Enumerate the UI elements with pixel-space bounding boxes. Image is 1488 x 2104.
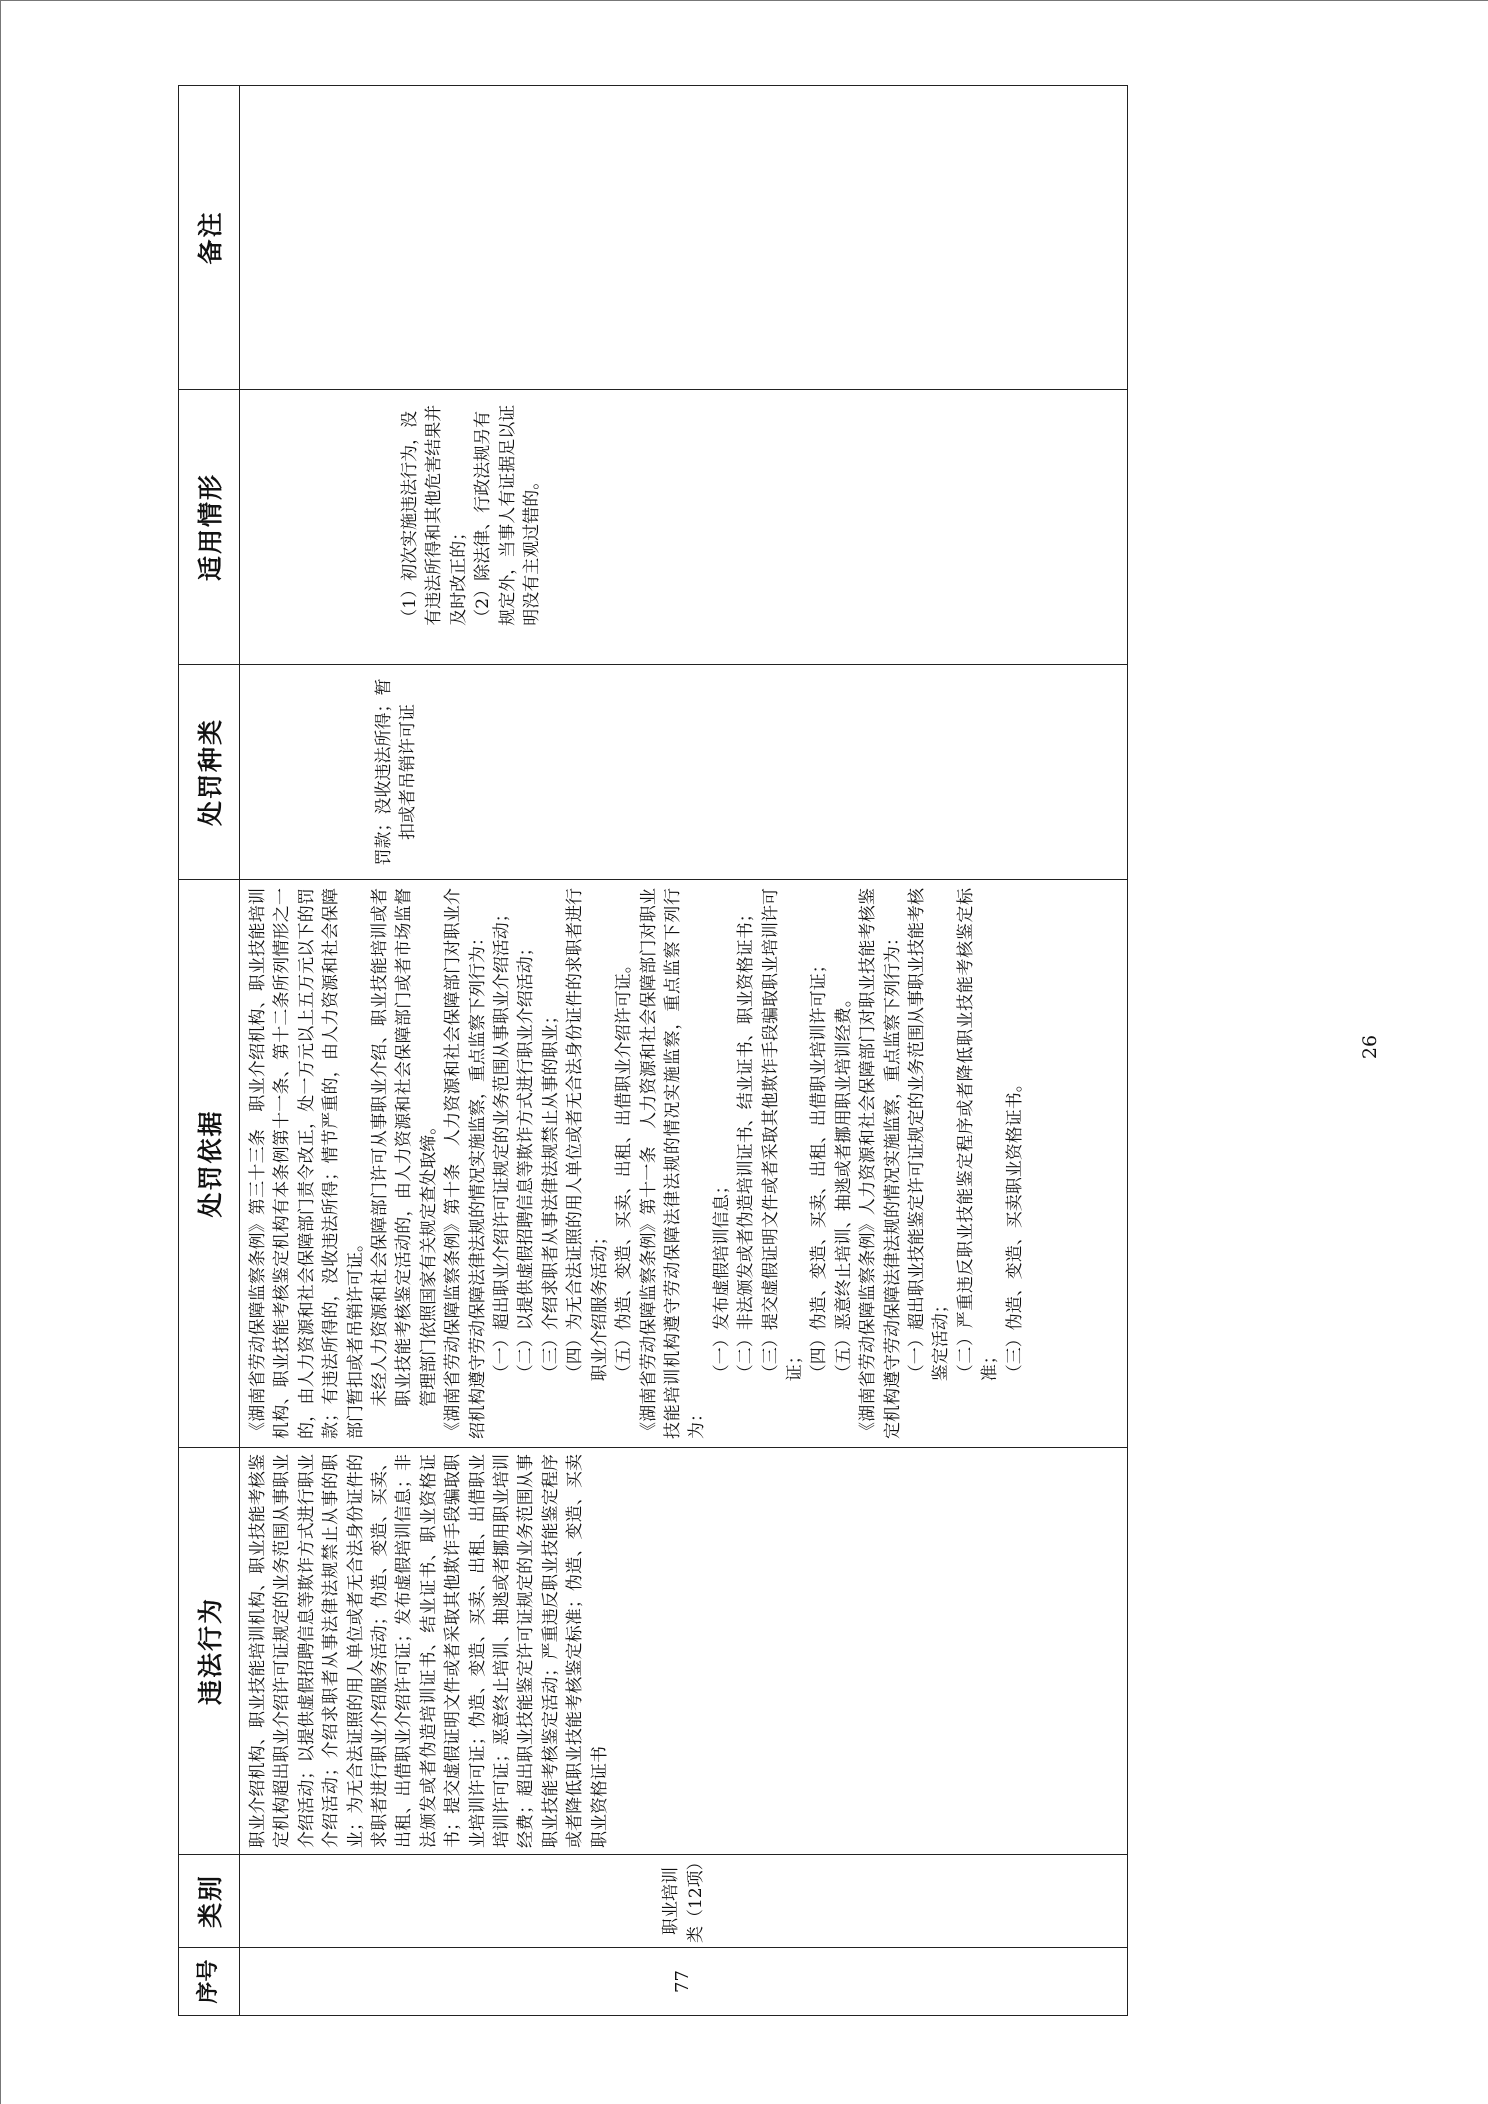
basis-line: （四）伪造、变造、买卖、出租、出借职业培训许可证； xyxy=(809,956,830,1382)
header-basis: 处罚依据 xyxy=(179,880,240,1448)
basis-line: 《湖南省劳动保障监察条例》第十一条 人力资源和社会保障部门对职业技能培训机构遵守劳动保障法律法规的情况实施监察，重点监察下列行为： xyxy=(638,888,708,1439)
category-cell: 职业培训类（12项） xyxy=(240,1855,1128,1948)
basis-line: （一）超出职业介绍许可证规定的业务范围从事职业介绍活动； xyxy=(492,905,513,1382)
basis-line: 未经人力资源和社会保障部门许可从事职业介绍、职业技能培训或者职业技能考核鉴定活动的，由人力资源和社会保障部门或者市场监督管理部门依照国家有关规定查处取缔。 xyxy=(370,888,439,1407)
basis-line: （五）伪造、变造、买卖、出租、出借职业介绍许可证。 xyxy=(614,956,635,1382)
basis-line: （一）发布虚假培训信息； xyxy=(711,1177,732,1382)
rotated-table-container xyxy=(178,86,1128,2016)
page-number: 26 xyxy=(1359,1034,1382,1060)
header-seq: 序号 xyxy=(179,1948,240,2016)
basis-line: （一）超出职业技能鉴定许可证规定的业务范围从事职业技能考核鉴定活动； xyxy=(906,888,952,1382)
basis-cell xyxy=(240,880,1128,1448)
basis-line: （二）非法颁发或者伪造培训证书、结业证书、职业资格证书； xyxy=(736,905,757,1382)
table-row xyxy=(240,86,1128,2016)
basis-line: （二）以提供虚假招聘信息等欺诈方式进行职业介绍活动； xyxy=(516,939,537,1382)
header-violation: 违法行为 xyxy=(179,1448,240,1855)
basis-line: （三）介绍求职者从事法律法规禁止从事的职业； xyxy=(540,1007,561,1382)
header-penalty-type: 处罚种类 xyxy=(179,665,240,880)
basis-line: 《湖南省劳动保障监察条例》人力资源和社会保障部门对职业技能考核鉴定机构遵守劳动保障法律法规的情况实施监察，重点监察下列行为： xyxy=(858,888,903,1439)
header-remarks: 备注 xyxy=(179,86,240,390)
basis-line: （三）提交虚假证明文件或者采取其他欺诈手段骗取职业培训许可证； xyxy=(760,888,805,1382)
page-top-border xyxy=(0,0,1488,1)
header-category: 类别 xyxy=(179,1855,240,1948)
conditions-cell xyxy=(240,390,1128,665)
page-left-border xyxy=(0,0,1,2104)
header-row xyxy=(179,86,240,2016)
header-conditions: 适用情形 xyxy=(179,390,240,665)
remarks-cell xyxy=(240,86,1128,390)
basis-line: （五）恶意终止培训、抽逃或者挪用职业培训经费。 xyxy=(833,990,854,1382)
penalty-type-cell: 罚款；没收违法所得；暂扣或者吊销许可证 xyxy=(240,665,1128,880)
basis-line: （四）为无合法证照的用人单位或者无合法身份证件的求职者进行职业介绍服务活动； xyxy=(565,888,610,1382)
violation-cell: 职业介绍机构、职业技能培训机构、职业技能考核鉴定机构超出职业介绍许可证规定的业务范围从事职业介绍活动；以提供虚假招聘信息等欺诈方式进行职业介绍活动；介绍求职者从事法律法规禁止从事的职业；为无合法证照的用人单位或者无合法身份证件的求职者进行职业介绍服务活动；伪造、变造、买卖、出租、出借职业介绍许可证；发布虚假培训信息；非法颁发或者伪造培训证书、结业证书、职业资格证书；提交虚假证明文件或者采取其他欺诈手段骗取职业培训许可证；伪造、变造、买卖、出租、出借职业培训许可证；恶意终止培训、抽逃或者挪用职业培训经费；超出职业技能鉴定许可证规定的业务范围从事职业技能考核鉴定活动；严重违反职业技能鉴定程序或者降低职业技能考核鉴定标准；伪造、变造、买卖职业资格证书 xyxy=(240,1448,1128,1855)
condition-line: （2）除法律、行政法规另有规定外，当事人有证据足以证明没有主观过错的。 xyxy=(473,404,543,626)
basis-line: （三）伪造、变造、买卖职业资格证书。 xyxy=(1004,1075,1025,1382)
seq-cell: 77 xyxy=(240,1948,1128,2016)
basis-line: 《湖南省劳动保障监察条例》第十条 人力资源和社会保障部门对职业介绍机构遵守劳动保障法律法规的情况实施监察，重点监察下列行为： xyxy=(443,888,488,1439)
penalty-table xyxy=(178,85,1128,2016)
condition-line: （1）初次实施违法行为，没有违法所得和其他危害结果并及时改正的； xyxy=(400,404,469,626)
basis-line: （二）严重违反职业技能鉴定程序或者降低职业技能考核鉴定标准； xyxy=(955,888,1001,1382)
basis-line: 《湖南省劳动保障监察条例》第三十三条 职业介绍机构、职业技能培训机构、职业技能考核鉴定机构有本条例第十一条、第十二条所列情形之一的，由人力资源和社会保障部门责令改正，处一万元以上五万元以下的罚款；有违法所得的，没收违法所得；情节严重的，由人力资源和社会保障部门暂扣或者吊销许可证。 xyxy=(248,888,366,1439)
